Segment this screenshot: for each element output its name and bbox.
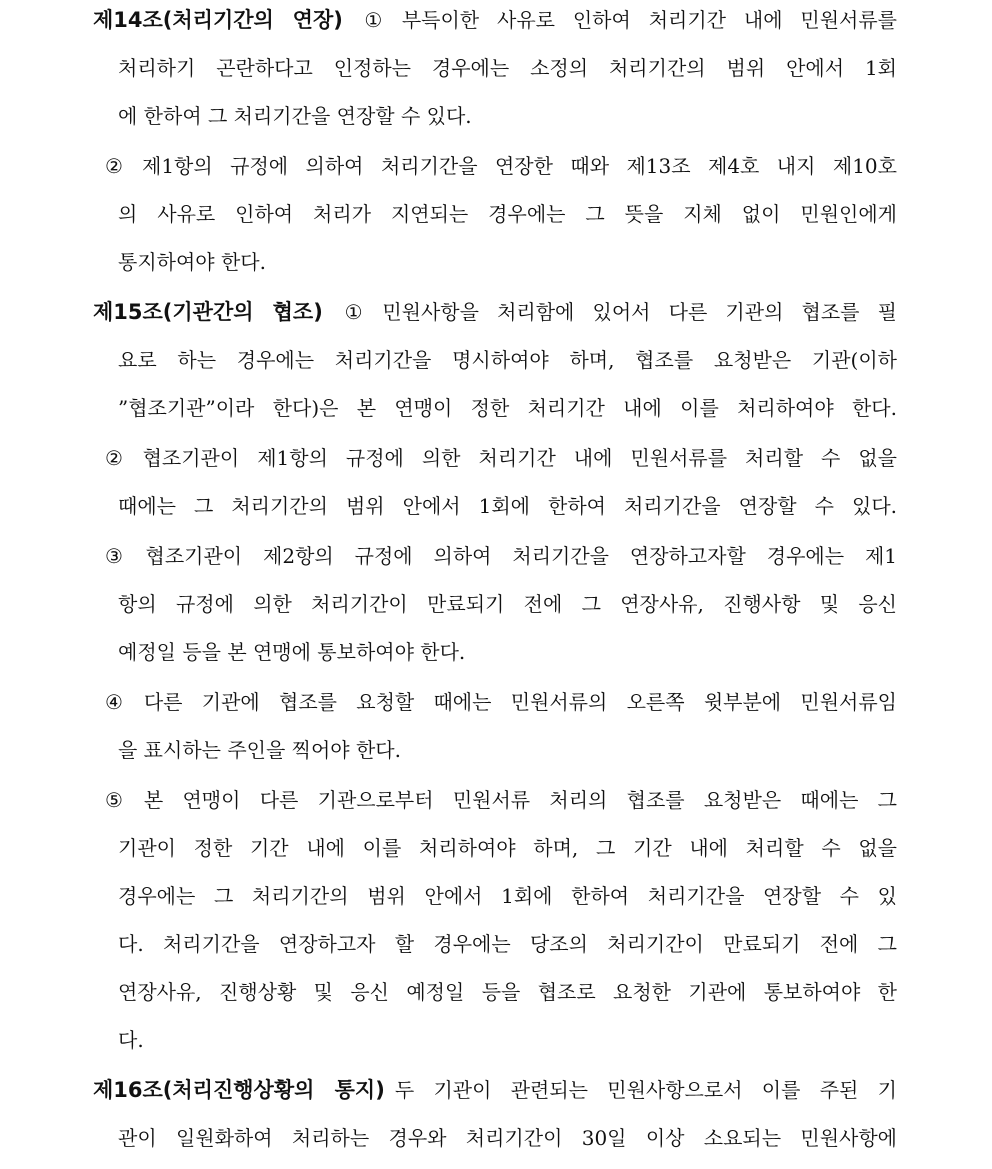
text-line: 민원사항을 처리함에 있어서 다른 기관의 협조를 필 [382,300,897,324]
text-line: 때에는 그 처리기간의 범위 안에서 1회에 한하여 처리기간을 연장할 수 있다. [118,494,897,518]
text-line: 예정일 등을 본 연맹에 통보하여야 한다. [118,640,466,664]
article-15-para-3-line-1 [0,532,992,580]
text-line: 항의 규정에 의한 처리기간이 만료되기 전에 그 연장사유, 진행사항 및 응신 [118,592,897,616]
text-line: 다. 처리기간을 연장하고자 할 경우에는 당조의 처리기간이 만료되기 전에 그 [118,932,897,956]
article-15-para-4-line-1 [0,678,992,726]
paragraph-marker: ② [105,154,135,178]
article-14-line-2 [0,44,992,92]
article-15-line-1 [0,288,992,336]
paragraph-marker: ① [352,8,394,32]
article-16-line-1 [0,1066,992,1114]
text-line: 두 기관이 관련되는 민원사항으로서 이를 주된 기 [394,1078,897,1102]
text-line: 다른 기관에 협조를 요청할 때에는 민원서류의 오른쪽 윗부분에 민원서류임 [143,690,897,714]
article-15-para-5-line-4 [0,920,992,968]
article-15-para-5-line-6 [0,1016,992,1064]
text-line: 기관이 정한 기간 내에 이를 처리하여야 하며, 그 기간 내에 처리할 수 없을 [118,836,897,860]
text-line: 다. [118,1028,144,1052]
text-line: 요로 하는 경우에는 처리기간을 명시하여야 하며, 협조를 요청받은 기관(이하 [118,348,897,372]
article-15-para-4-line-2 [0,726,992,774]
text-line: 협조기관이 제2항의 규정에 의하여 처리기간을 연장하고자할 경우에는 제1 [145,544,897,568]
article-15-para-3-line-2 [0,580,992,628]
text-line: 부득이한 사유로 인하여 처리기간 내에 민원서류를 [401,8,897,32]
article-14-line-1 [0,0,992,44]
article-14-line-3 [0,92,992,140]
paragraph-marker: ③ [105,544,138,568]
article-15-line-2 [0,336,992,384]
text-line: 연장사유, 진행상황 및 응신 예정일 등을 협조로 요청한 기관에 통보하여야 한 [118,980,897,1004]
article-15-para-5-line-5 [0,968,992,1016]
article-14-para-2-line-1 [0,142,992,190]
article-15-line-3 [0,384,992,432]
text-line: ”협조기관”이라 한다)은 본 연맹이 정한 처리기간 내에 이를 처리하여야 한다. [118,396,897,420]
article-15-para-3-line-3 [0,628,992,676]
article-15-para-2-line-2 [0,482,992,530]
article-16-line-2 [0,1114,992,1162]
text-line: 제1항의 규정에 의하여 처리기간을 연장한 때와 제13조 제4호 내지 제10호 [142,154,897,178]
article-15-para-5-line-1 [0,776,992,824]
article-14-para-2-line-3 [0,238,992,286]
text-line: 협조기관이 제1항의 규정에 의한 처리기간 내에 민원서류를 처리할 수 없을 [142,446,897,470]
text-line: 경우에는 그 처리기간의 범위 안에서 1회에 한하여 처리기간을 연장할 수 있 [118,884,897,908]
article-14-para-2-line-2 [0,190,992,238]
text-line: 을 표시하는 주인을 찍어야 한다. [118,738,401,762]
text-line: 본 연맹이 다른 기관으로부터 민원서류 처리의 협조를 요청받은 때에는 그 [143,788,897,812]
article-15-para-5-line-2 [0,824,992,872]
article-15-para-5-line-3 [0,872,992,920]
article-15-para-2-line-1 [0,434,992,482]
text-line: 처리하기 곤란하다고 인정하는 경우에는 소정의 처리기간의 범위 안에서 1회 [118,56,897,80]
paragraph-marker: ④ [105,690,136,714]
text-line: 의 사유로 인하여 처리가 지연되는 경우에는 그 뜻을 지체 없이 민원인에게 [118,202,897,226]
article-14-heading: 제14조(처리기간의 연장) [93,8,343,32]
text-line: 에 한하여 그 처리기간을 연장할 수 있다. [118,104,472,128]
text-line: 관이 일원화하여 처리하는 경우와 처리기간이 30일 이상 소요되는 민원사항에 [118,1126,897,1150]
article-16-heading: 제16조(처리진행상황의 통지) [93,1078,385,1102]
paragraph-marker: ② [105,446,135,470]
paragraph-marker: ① [332,300,375,324]
article-15-heading: 제15조(기관간의 협조) [93,300,323,324]
paragraph-marker: ⑤ [105,788,136,812]
text-line: 통지하여야 한다. [118,250,266,274]
